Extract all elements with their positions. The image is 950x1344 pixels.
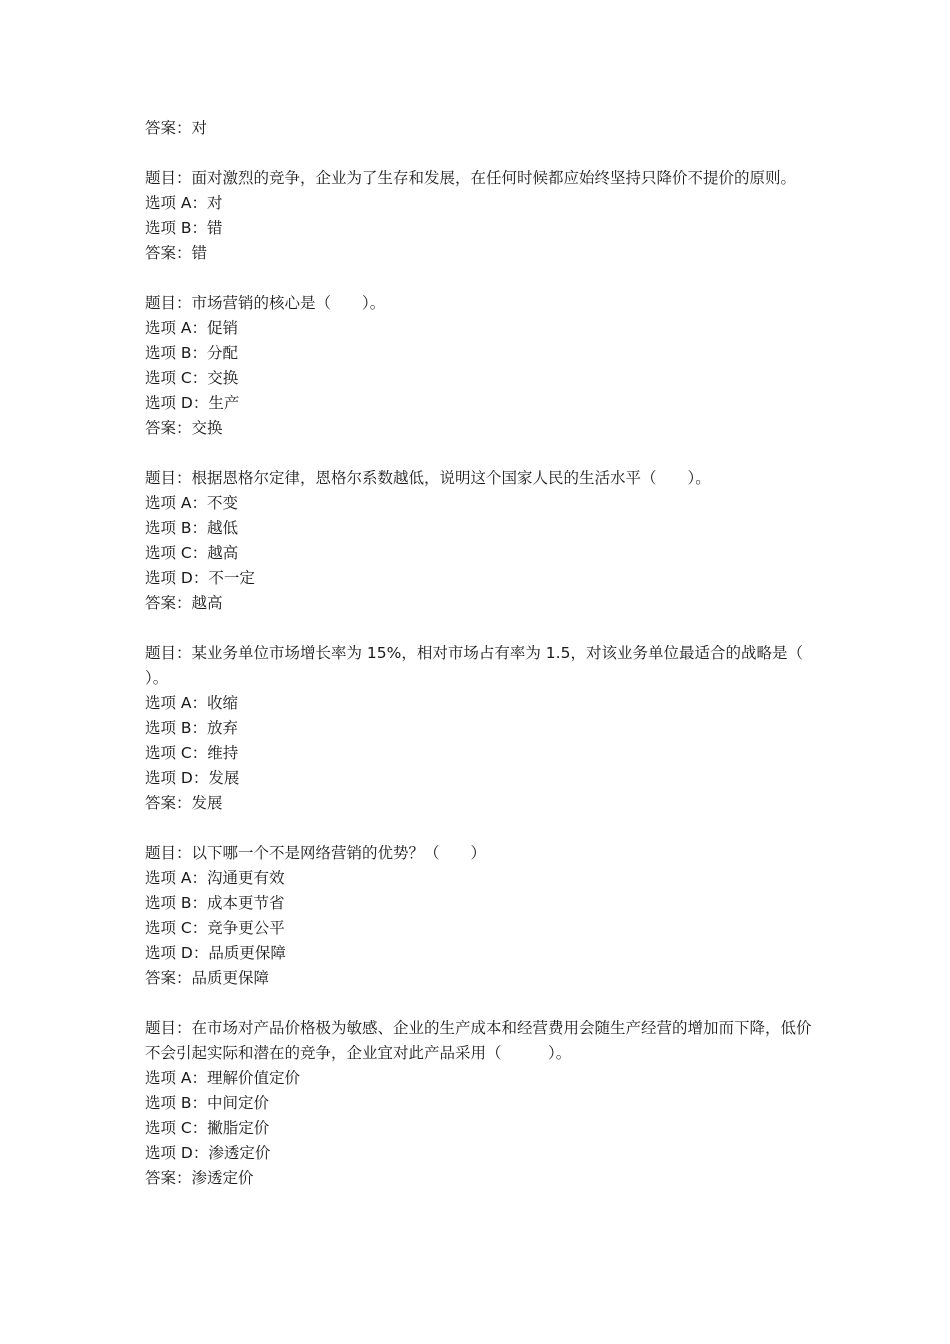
document-page	[145, 116, 834, 1191]
option-line: 选项 D：不一定	[145, 569, 255, 587]
option-line: 选项 C：撇脂定价	[145, 1119, 270, 1137]
option-line: 选项 C：竞争更公平	[145, 919, 285, 937]
option-line: 选项 A：收缩	[145, 694, 239, 712]
option-line: 选项 B：分配	[145, 344, 239, 362]
option-line: 选项 D：品质更保障	[145, 944, 286, 962]
option-line: 选项 C：交换	[145, 369, 239, 387]
option-line: 选项 C：维持	[145, 744, 239, 762]
spacer	[145, 616, 813, 641]
option-line: 选项 A：沟通更有效	[145, 869, 285, 887]
spacer	[145, 816, 813, 841]
option-line: 选项 B：成本更节省	[145, 894, 285, 912]
question-title: 题目：在市场对产品价格极为敏感、企业的生产成本和经营费用会随生产经营的增加而下降，低价不会引起实际和潜在的竞争，企业宜对此产品采用（ ）。	[145, 1019, 812, 1062]
option-line: 选项 A：理解价值定价	[145, 1069, 301, 1087]
question-title: 题目：市场营销的核心是（ ）。	[145, 294, 386, 312]
option-line: 选项 A：对	[145, 194, 223, 212]
answer-line: 答案：渗透定价	[145, 1169, 254, 1187]
answer-line: 答案：越高	[145, 594, 223, 612]
answer-line: 答案：发展	[145, 794, 223, 812]
question-block	[145, 641, 834, 816]
option-line: 选项 A：促销	[145, 319, 239, 337]
answer-line: 答案：错	[145, 244, 208, 262]
option-line: 选项 B：放弃	[145, 719, 239, 737]
option-line: 选项 D：生产	[145, 394, 240, 412]
option-line: 选项 B：越低	[145, 519, 239, 537]
spacer	[145, 991, 813, 1016]
question-block	[145, 466, 813, 616]
option-line: 选项 C：越高	[145, 544, 239, 562]
question-title: 题目：根据恩格尔定律，恩格尔系数越低，说明这个国家人民的生活水平（ ）。	[145, 469, 711, 487]
question-title: 题目：某业务单位市场增长率为 15%，相对市场占有率为 1.5，对该业务单位最适合的战略是（ ）。	[145, 644, 834, 687]
option-line: 选项 B：中间定价	[145, 1094, 270, 1112]
question-title: 题目：面对激烈的竞争，企业为了生存和发展，在任何时候都应始终坚持只降价不提价的原则。	[145, 169, 797, 187]
answer-line: 答案：对	[145, 119, 208, 137]
question-block	[145, 841, 813, 991]
question-block	[145, 166, 813, 266]
spacer	[145, 441, 813, 466]
spacer	[145, 141, 813, 166]
option-line: 选项 B：错	[145, 219, 223, 237]
question-block	[145, 1016, 813, 1191]
answer-line: 答案：交换	[145, 419, 223, 437]
answer-line: 答案：品质更保障	[145, 969, 270, 987]
question-block	[145, 291, 813, 441]
option-line: 选项 D：渗透定价	[145, 1144, 271, 1162]
spacer	[145, 266, 813, 291]
option-line: 选项 D：发展	[145, 769, 240, 787]
option-line: 选项 A：不变	[145, 494, 239, 512]
question-title: 题目：以下哪一个不是网络营销的优势？（ ）	[145, 844, 487, 862]
